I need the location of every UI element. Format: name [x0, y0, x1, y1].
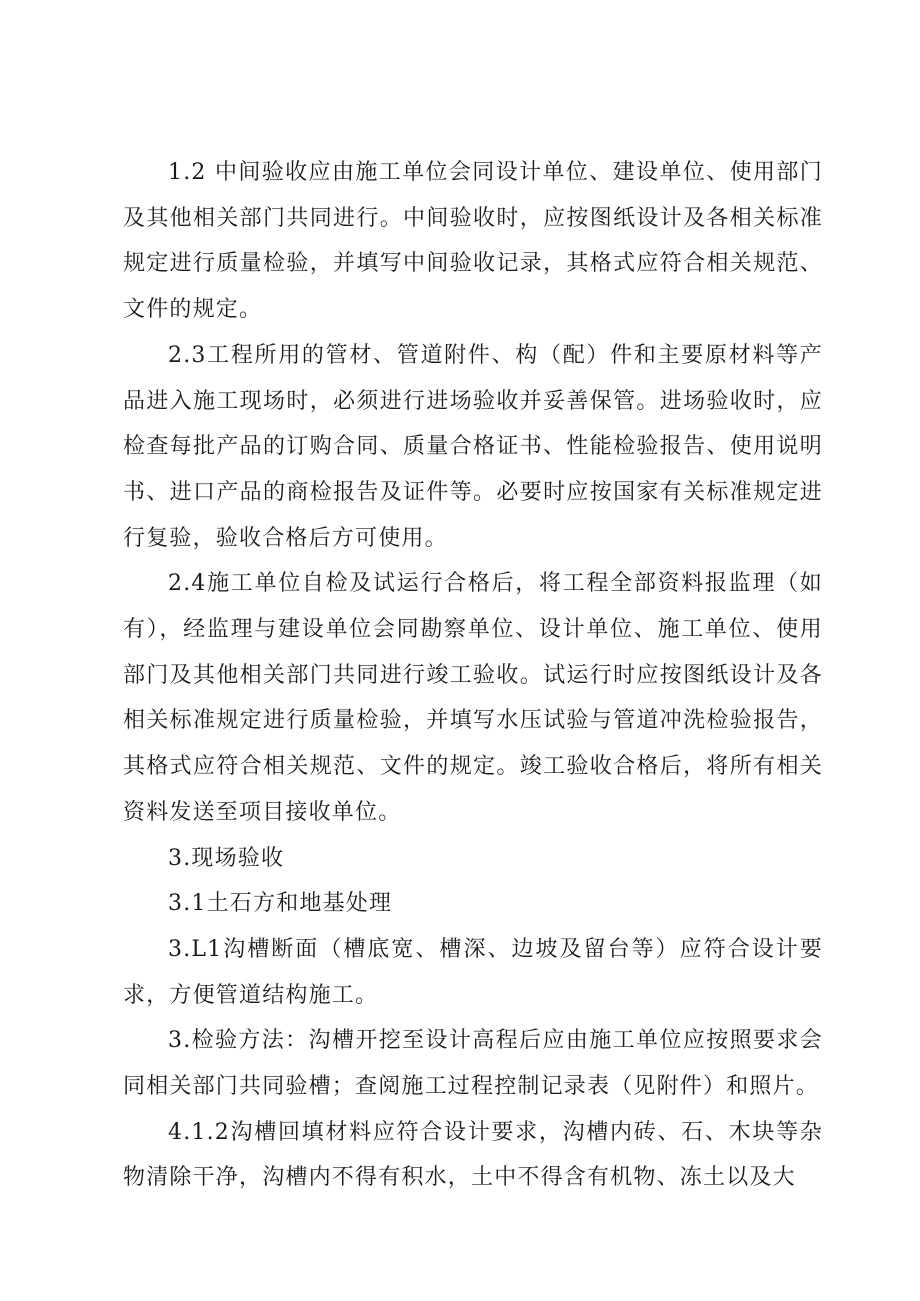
paragraph-2-3-material-entry-inspection: 2.3工程所用的管材、管道附件、构（配）件和主要原材料等产品进入施工现场时，必须进行进场验收并妥善保管。进场验收时，应检查每批产品的订购合同、质量合格证书、性能检验报告、使用说明书、进口产品的商检报告及证件等。必要时应按国家有关标准规定进行复验，验收合格后方可使用。	[123, 342, 823, 551]
paragraph-2-4-completion-acceptance: 2.4施工单位自检及试运行合格后，将工程全部资料报监理（如有），经监理与建设单位会同勘察单位、设计单位、施工单位、使用部门及其他相关部门共同进行竣工验收。试运行时应按图纸设计及各相关标准规定进行质量检验，并填写水压试验与管道冲洗检验报告，其格式应符合相关规范、文件的规定。竣工验收合格后，将所有相关资料发送至项目接收单位。	[123, 571, 823, 825]
document-body	[123, 150, 823, 1201]
section-heading-3-1-earthwork: 3.1土石方和地基处理	[168, 891, 393, 917]
section-heading-3-site-acceptance: 3.现场验收	[168, 845, 285, 871]
paragraph-1-2-intermediate-acceptance: 1.2 中间验收应由施工单位会同设计单位、建设单位、使用部门及其他相关部门共同进行。中间验收时，应按图纸设计及各相关标准规定进行质量检验，并填写中间验收记录，其格式应符合相关规范、文件的规定。	[123, 160, 823, 323]
paragraph-3-l1-trench-section: 3.L1沟槽断面（槽底宽、槽深、边坡及留台等）应符合设计要求，方便管道结构施工。	[123, 936, 823, 1008]
paragraph-4-1-2-backfill-material: 4.1.2沟槽回填材料应符合设计要求，沟槽内砖、石、木块等杂物清除干净，沟槽内不得有积水，土中不得含有机物、冻土以及大	[123, 1119, 823, 1191]
paragraph-inspection-method: 3.检验方法：沟槽开挖至设计高程后应由施工单位应按照要求会同相关部门共同验槽；查阅施工过程控制记录表（见附件）和照片。	[123, 1028, 823, 1100]
